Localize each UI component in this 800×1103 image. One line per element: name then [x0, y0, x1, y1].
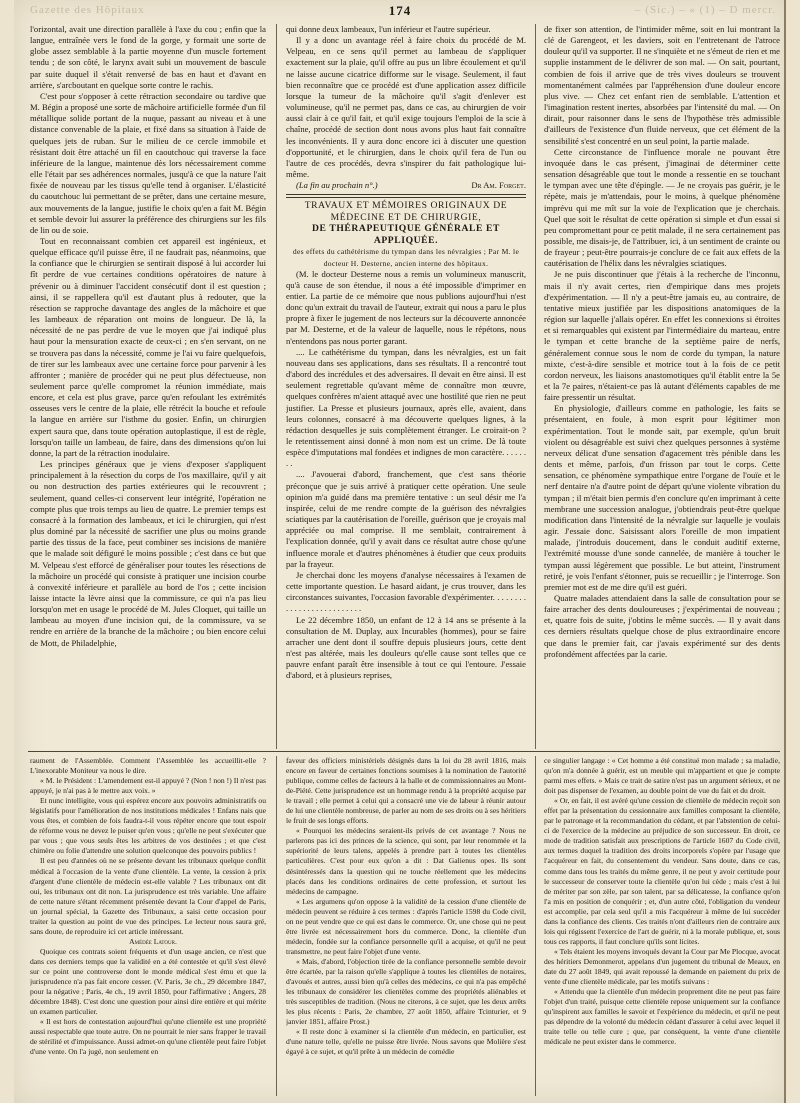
column-top-1 — [30, 24, 266, 749]
paragraph: faveur des officiers ministériels désignés dans la loi du 28 avril 1816, mais encore en faveur de certaines fonctions soumises à la nomination de l'autorité publique, comme celles de facteurs à la halle et de commissionnaires au Mont-de-Piété. Cette jurisprudence est un hommage rendu à la propriété acquise par le travail ; elle permet à celui qui a consacré une vie de labeur à réunir autour de lui une clientèle nombreuse, de parler au nom de ses droits ou à ses héritiers le fruit de ses longs efforts. — [286, 756, 526, 826]
bleed-through-text-right: ‒ (Sic.) – « (1) ‒ D mercr. — [635, 4, 776, 16]
column-bottom-1 — [30, 756, 266, 1096]
paragraph: Quoique ces contrats soient fréquents et d'un usage ancien, ce n'est que dans ces derniers temps que la validité en a été contestée et qu'il s'est élevé sur ce point une controverse dont le monde médical s'est ému et que la jurisprudence n'a pas fait encore cesser. (V. Paris, 3e ch., 29 décembre 1847, pour la négative ; Paris, 4e ch., 19 avril 1850, pour l'affirmative ; Angers, 28 décembre 1848). C'est donc une question pour ainsi dire entière et qui mérite un examen particulier. — [30, 946, 266, 1017]
paragraph: qui donne deux lambeaux, l'un inférieur et l'autre supérieur. — [286, 24, 491, 34]
paragraph: l'orizontal, avait une direction parallèle à l'axe du cou ; enfin que la langue, entraînée vers le fond de la gorge, y formait une sorte de globe assez semblable à la partie moyenne d'un muscle fortement tendu ; de son côté, le larynx avait subi un mouvement de bascule par suite duquel il s'était renversé de bas en haut et d'avant en arrière, s'arcboutant en quelque sorte contre le rachis. — [30, 24, 266, 90]
section-separator — [286, 194, 526, 198]
article-title: des effets du cathétérisme du tympan dans les névralgies ; Par M. le docteur H. Desterne, ancien interne des hôpitaux. — [292, 247, 520, 268]
column-divider — [276, 756, 277, 1096]
paragraph: En physiologie, d'ailleurs comme en pathologie, les faits se présentaient, en foule, à mon esprit pour légitimer mon expérimentation. Tout le monde sait, par exemple, qu'un bruit violent ou désagréable est suivi chez quelques personnes à système nerveux délicat d'une sensation d'agacement très pénible dans les dents et même, parfois, d'un frisson par tout le corps. Cette sensation, ce phénomène sympathique entre l'organe de l'ouïe et le nerf dentaire n'a d'autre point de départ qu'une violente vibration du tympan ; il m'était bien permis d'en conclure qu'en imprimant à cette membrane une succession analogue, j'obtiendrais peut-être quelque modification dans l'intensité de la névralgie sur laquelle je voulais agir. J'essaie donc. Saisissant alors l'oreille de mon impatient malade, j'introduis doucement, dans le conduit auditif externe, l'extrémité mousse d'une sonde cannelée, de manière à toucher le tympan aussi légèrement que possible. Le but atteint, l'instrument retiré, je vois l'enfant s'étonner, puis se recueillir ; je l'interroge. Son premier mot est de me dire qu'il est guéri. — [544, 403, 780, 592]
paragraph: Et nunc intelligite, vous qui espérez encore aux pouvoirs administratifs ou législatifs pour l'amélioration de nos institutions médicales ! Enfans nais que vous êtes, et combien de fois faudra-t-il vous répéter encore que tout espoir de réforme vous ne devez le puiser qu'en vous ; qu'elle ne peut s'exécuter que par vous ; que vous seuls êtes les arbitres de vos destinées ; et que c'est chimère ou folie d'attendre une solution quelconque des pouvoirs publics ! — [30, 796, 266, 856]
paragraph: Cette circonstance de l'influence morale ne pouvant être invoquée dans le cas présent, j'imaginai de déterminer cette sensation désagréable que tout le monde a ressentie en se touchant le tympan avec une tête d'épingle. — Je ne croyais pas guérir, je le répète, mais je m'attendais, pour le moins, à quelque phénomène imprévu qui me mît sur la voie de l'explication que je cherchais. Quel que soit le résultat de cette opération si simple et d'un essai si peu compromettant pour ce petit malade, il ne sera certainement pas possible, me disais-je, de l'attribuer, ici, à un sentiment de crainte ou de frayeur ; peut-être pourrais-je conclure de ce fait aux effets de la cautérisation de l'hélix dans les névralgies sciatiques. — [544, 146, 780, 269]
column-divider — [276, 24, 277, 749]
continuation-note — [286, 180, 526, 191]
paragraph: .... J'avouerai d'abord, franchement, que c'est sans théorie préconçue que je suis arrivé à pratiquer cette opération. Une seule opinion m'a guidé dans ma première tentative : un seul désir me l'a inspirée, celui de me rendre compte de la guérison des névralgies sciatiques par la cautérisation de l'oreille, guérison que je croyais mal appréciée ou mal comprise. Il me semblait, contrairement à l'explication donnée, qu'il y avait dans ce résultat autre chose qu'une influence morale et d'autres phénomènes à étudier que ceux produits par la frayeur. — [286, 469, 526, 569]
paragraph: Il est peu d'années où ne se présente devant les tribunaux quelque conflit médical à l'occasion de la vente d'une clientèle. La vente, la cession à prix d'argent d'une clientèle de médecin est-elle valable ? Les tribunaux ont dit oui, les tribunaux ont dit non. La jurisprudence est très variable. Une affaire de cette nature s'étant récemment présentée devant la Cour d'appel de Paris, un journal spécial, la Gazette des Tribunaux, a saisi cette occasion pour traiter la question au point de vue des principes. Le lecteur nous saura gré, sans doute, de reproduire ici cet article intéressant. — [30, 856, 266, 936]
section-subtitle: DE THÉRAPEUTIQUE GÉNÉRALE ET APPLIQUÉE. — [311, 223, 501, 246]
paragraph: C'est pour s'opposer à cette rétraction secondaire ou tardive que M. Bégin a proposé une sorte de mâchoire artificielle formée d'un fil métallique solide portant de la nuque, passant au niveau et à une distance convenable de la plaie, et fixé dans sa situation à l'aide de quelques jets de ruban. Sur le milieu de ce cercle immobile et résistant doit être attaché un fil en caoutchouc qui traverse la face inférieure de la langue, maintenue dès lors nécessairement comme elle l'était par ses adhérences normales, jusqu'à ce que la nature l'ait fixée de nouveau par les tissus qu'elle tend à organiser. L'élasticité du caoutchouc lui permettant de se prêter, dans une certaine mesure, aux mouvements de la langue, justifie le choix qu'en a fait M. Bégin et semble devoir lui assurer la préférence des chirurgiens sur les fils de lin ou de soie. — [30, 90, 266, 235]
column-divider — [535, 24, 536, 749]
paragraph: Le 22 décembre 1850, un enfant de 12 à 14 ans se présente à la consultation de M. Duplay, aux Incurables (hommes), pour se faire arracher une dent dont il souffre depuis plusieurs jours, cette dent n'est pas altérée, mais les douleurs qu'elle cause sont telles que ce pauvre enfant paraît être insensible à tout ce qui l'entoure. J'essaie d'abord, et à plusieurs reprises, — [286, 614, 526, 681]
paragraph: de fixer son attention, de l'intimider même, soit en lui montrant la clé de Garengeot, et les daviers, soit en l'entretenant de l'atroce douleur qu'il va supporter. Il ne s'inquiète et ne s'émeut de rien et me supplie instamment de le délivrer de son mal. — On sait, pourtant, combien de fois il arrive que de très vives douleurs se trouvent momentanément calmées par l'appréhension d'une douleur encore plus vive. — Chez cet enfant rien de semblable. L'attention et l'imagination restent inertes, absorbées par l'intensité du mal. — On dirait, pour raisonner dans le sens de l'hypothèse très admissible d'ailleurs de l'existence d'un fluide nerveux, que cet élément de la sensibilité s'est concentré en un seul point, la partie malade. — [544, 24, 780, 146]
paragraph: (M. le docteur Desterne nous a remis un volumineux manuscrit, qu'à cause de son étendue, il nous a été impossible d'imprimer en entier. La partie de ce mémoire que nous publions aujourd'hui n'est donc qu'un extrait du travail de l'auteur, extrait qui nous a paru le plus propre à fixer le jugement de nos lecteurs sur la découverte annoncée par M. Desterne, et de la valeur de laquelle, nous le répétons, nous n'entendons pas nous porter garant. — [286, 268, 526, 346]
paragraph: Il y a donc un avantage réel à faire choix du procédé de M. Velpeau, en ce sens qu'il permet au lambeau de s'appliquer exactement sur la plaie, qu'il offre au pus un libre écoulement et qu'il ne laisse aucune cicatrice difforme sur le visage. Seulement, il faut bien reconnaître que ce procédé est d'une application assez difficile lorsque la tumeur de la mâchoire qu'il s'agit d'enlever est volumineuse, qu'il ne permet pas, dans ce cas, au chirurgien de voir aussi clair à ce qu'il fait, et qu'il exige toujours l'emploi de la scie à chaîne, procédé de section dont nous avons plus haut fait connaître les inconvénients. Il y aura donc encore ici à discuter une question d'opportunité, et le chirurgien, dans le choix qu'il fera de l'un ou l'autre de ces procédés, devra s'inspirer du fait pathologique lui-même. — [286, 35, 526, 180]
paragraph: .... Le cathétérisme du tympan, dans les névralgies, est un fait nouveau dans ses applications, dans ses résultats. Il a rencontré tout d'abord des incrédules et des adversaires. Il devait en être ainsi. Il est seulement regrettable qu'avant même de connaître mon œuvre, quelques confrères m'aient attaqué avec une hostilité que rien ne peut justifier. La Presse et plusieurs journaux, après elle, avaient, dans leurs colonnes, consacré à ma découverte quelques lignes, à la rédaction desquelles je suis complètement étranger. Le croirait-on ? le retentissement ainsi donné à mon nom est un crime. De là toute espèce d'imputations mal fondées et indignes de mon caractère. . . . . . . . — [286, 346, 526, 469]
column-top-2 — [286, 24, 526, 749]
column-divider — [535, 756, 536, 1096]
paragraph: « Tels étaient les moyens invoqués devant la Cour par Me Plocque, avocat des héritiers Demonmerot, appelans d'un jugement du tribunal de Meaux, en date du 27 août 1849, qui avait repoussé la demande en paiement du prix de vente d'une clientèle médicale, par les motifs suivans : — [544, 946, 780, 987]
paragraph: « Il est hors de contestation aujourd'hui qu'une clientèle est une propriété aussi respectable que toute autre. On ne pourrait le nier sans frapper le travail de stérilité et d'impuissance. Aussi admet-on qu'une clientèle peut faire l'objet d'une vente. On l'a jugé, non seulement en — [30, 1017, 266, 1057]
column-bottom-2 — [286, 756, 526, 1096]
paragraph: « Or, en fait, il est avéré qu'une cession de clientèle de médecin reçoit son effet par la présentation du cessionnaire aux familles composant la clientèle, par le patronage et la recommandation du cédant, et par l'abstention de celui-ci de l'exercice de la médecine au préjudice de son successeur. En droit, ce mode de tradition satisfait aux prescriptions de l'article 1607 du Code civil, aux termes duquel la tradition des droits incorporels s'opère par l'usage que l'acquéreur en fait, du consentement du vendeur. Sans doute, dans ce cas, comme dans tous les traités du même genre, il ne peut y avoir certitude pour le successeur de conserver toute la clientèle qu'on lui cède ; mais c'est à lui de mériter par son zèle, par son talent, par sa délicatesse, la confiance qu'on l'a mis en position de conquérir ; et, d'un autre côté, l'obligation du vendeur est accomplie, par cela seul qu'il a mis l'acquéreur à même de lui succéder dans la confiance des clients. Ces traités n'ont d'ailleurs rien de contraire aux lois qui régissent l'exercice de l'art de guérir, ni à la morale publique, et, sous tous ces rapports, il faut conclure qu'ils sont licites. — [544, 796, 780, 946]
paragraph: Je cherchai donc les moyens d'analyse nécessaires à l'examen de cette importante question. Le hasard aidant, je crus trouver, dans les circonstances suivantes, l'occasion favorable d'expérimenter. . . . . . . . . . . . . . . . . . . . . . . . . . — [286, 569, 526, 614]
section-divider — [28, 751, 780, 752]
author-signature: Amédée Latour. — [129, 936, 177, 946]
section-title: TRAVAUX ET MÉMOIRES ORIGINAUX DE MÉDECINE ET DE CHIRURGIE, — [304, 200, 508, 223]
paragraph: Quatre malades attendaient dans la salle de consultation pour se faire arracher des dents douloureuses ; j'expérimentai de nouveau ; et, quatre fois de suite, j'obtins le même succès. — Il y avait dans ces derniers résultats quelque chose de plus extraordinaire encore que dans le premier fait, car j'avais expérimenté sur des dents profondément affectées par la carie. — [544, 592, 780, 659]
paragraph: Tout en reconnaissant combien cet appareil est ingénieux, et quelque efficace qu'il puisse être, il ne faudrait pas, néanmoins, que la confiance que le chirurgien se sentirait disposé à lui accorder lui fît perdre de vue certaines conditions opératoires de nature à prévenir ou à diminuer l'accident consécutif dont il est question ; ainsi, il se rappellera qu'il est d'autant plus à redouter, que la résection se rapproche davantage des angles de la mâchoire et que les lambeaux de réparation ont moins de longueur. De là, la nécessité de ne pas perdre de vue le moyen que j'ai indiqué plus haut pour la mensuration exacte de ceux-ci ; en s'en servant, on ne se trouvera pas dans la nécessité, comme je l'ai vu faire quelquefois, de tirer sur les lambeaux avec une certaine force pour parvenir à les affronter ; manière de procéder qui ne peut plus défectueuse, non seulement parce qu'elle compromet la réunion immédiate, mais encore, et cela est plus grave, parce qu'en refoulant les extrémités osseuses vers le centre de la plaie, elle rétrécit la bouche et refoule la langue en arrière sur l'isthme du gosier. Enfin, un chirurgien expert saura que, dans toute opération autoplastique, il est de règle, lorsqu'on taille un lambeau, de faire, dans des dimensions qu'on lui donne, la part de la rétraction inodulaire. — [30, 235, 266, 458]
paragraph: « Pourquoi les médecins seraient-ils privés de cet avantage ? Nous ne parlerons pas ici des princes de la science, qui sont, par leur renommée et la supériorité de leurs talens, appelés à prendre part à toutes les clientèles particulières. C'est pour eux qu'on a dit : Dat Galienus opes. Ils sont désintéressés dans la question qui ne touche réellement que les médecins placés dans les conditions ordinaires de cette profession, et surtout les médecins de campagne. — [286, 826, 526, 896]
page-edge — [784, 0, 786, 1103]
paragraph: « Attendu que la clientèle d'un médecin proprement dite ne peut pas faire l'objet d'un traité, puisque cette clientèle repose uniquement sur la confiance qu'inspirent aux familles le savoir et l'expérience du médecin, et qu'il ne peut pas dépendre de la volonté du médecin cédant d'assurer à celui avec lequel il traite telle ou telle cure ; que, par conséquent, la vente d'une clientèle médicale ne peut exister dans le commerce. — [544, 987, 780, 1047]
author-signature: Dr Am. Forget. — [471, 180, 526, 191]
paragraph: « Il reste donc à examiner si la clientèle d'un médecin, en particulier, est d'une nature telle, qu'elle ne puisse être livrée. Nous savons que Molière s'est égayé à ce sujet, et qu'il prête à un médecin de comédie — [286, 1027, 526, 1057]
newspaper-page — [14, 0, 786, 1103]
column-bottom-3 — [544, 756, 780, 1096]
paragraph: « Les argumens qu'on oppose à la validité de la cession d'une clientèle de médecin peuvent se réduire à ces termes : d'après l'article 1598 du Code civil, on ne peut vendre que ce qui est dans le commerce. Or, une chose qui ne peut être livrée est nécessairement hors du commerce. Donc, la clientèle d'un médecin, fondée sur la confiance personnelle qu'il a acquise, et qu'il ne peut transmettre, ne peut faire l'objet d'une vente. — [286, 896, 526, 956]
column-top-3 — [544, 24, 780, 749]
page-header — [14, 2, 786, 20]
paragraph: « Mais, d'abord, l'objection tirée de la confiance personnelle semble devoir être écartée, par la raison qu'elle s'applique à toutes les clientèles de notaires, d'avoués et autres, aussi bien qu'à celles des médecins, ce qui n'a pas empêché les tribunaux de considérer les clientèles comme des propriétés aliénables et très susceptibles de tradition. (Nous ne citerons, à ce sujet, que les deux arrêts les plus récents : Paris, 2e chambre, 27 août 1850, affaire Tcinturier, et 9 janvier 1851, affaire Prost.) — [286, 956, 526, 1027]
paragraph: Les principes généraux que je viens d'exposer s'appliquent principalement à la résection du corps de l'os maxillaire, qu'il y ait ou non destruction des parties extérieures qui le recouvrent ; seulement, quand celles-ci conservent leur intégrité, l'opération ne compte plus que trois temps au lieu de quatre. Le premier temps est consacré à la formation des lambeaux, et ici le chirurgien, qui n'est plus dominé par la nécessité de sacrifier une plus ou moins grande partie des tissus de la face, peut combiner ses incisions de manière que le malade soit défiguré le moins possible ; c'est dans ce but que M. Velpeau s'est efforcé de généraliser pour toutes les résections de la mâchoire un procédé qui consiste à pratiquer une incision courbe à convexité inférieure et parallèle au bord de l'os ; cette incision laisse intacte la lèvre ainsi que la commissure, ce qui n'a pas lieu lorsqu'on met en usage le procédé de M. Jules Cloquet, qui taille un lambeau au moyen d'une incision qui, de la commissure, va se rendre en arrière de la branche de la mâchoire ; ou bien encore celui de Mott, de Philadelphie, — [30, 459, 266, 648]
page-number: 174 — [388, 3, 412, 18]
paragraph: raument de l'Assemblée. Comment l'Assemblée les accueillit-elle ? L'inexorable Moniteur va nous le dire. — [30, 756, 266, 776]
paragraph: ce singulier langage : « Cet homme a été constitué mon malade ; sa maladie, qu'on m'a donnée à guérir, est un meuble qui m'appartient et que je compte parmi mes effets. » Mais ce trait de satire n'est pas un argument sérieux, et ne doit pas dispenser de l'examen, au double point de vue du fait et du droit. — [544, 756, 780, 796]
bleed-through-text-left: Gazette des Hôpitaux — [30, 4, 145, 16]
to-be-continued: (La fin au prochain n°.) — [296, 180, 378, 191]
paragraph: « M. le Président : L'amendement est-il appuyé ? (Non ! non !) Il n'est pas appuyé, je n'ai pas à le mettre aux voix. » — [30, 776, 266, 796]
paragraph: Je ne puis discontinuer que j'étais à la recherche de l'inconnu, mais il n'y avait certes, rien d'empirique dans mes projets d'expérimentation. — Il n'y a peut-être jamais eu, au contraire, de tentative mieux justifiée par les dispositions anatomiques de la région sur laquelle j'allais opérer. En effet les connexions si étroites et si remarquables qui existent par l'intermédiaire du marteau, entre le tympan et cette branche de la septième paire de nerfs, généralement connue sous le nom de corde du tympan, la nature mixte, c'est-à-dire sensible et motrice tout à la fois de ce petit cordon nerveux, les liaisons anastomotiques qu'il établit entre la 5e et la 7e paires, n'étaient-ce pas là autant d'éléments capables de me faire pressentir un résultat. — [544, 269, 780, 403]
